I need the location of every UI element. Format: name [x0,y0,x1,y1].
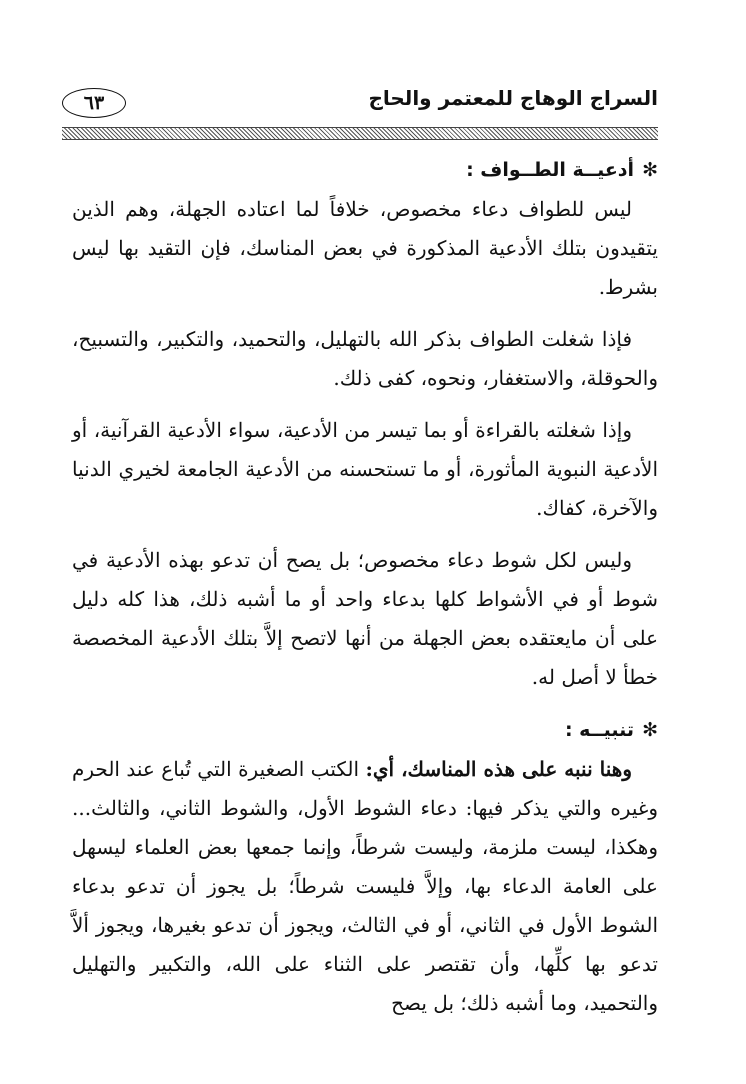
page-number: ٦٣ [62,88,126,118]
paragraph: وإذا شغلته بالقراءة أو بما تيسر من الأدعية، سواء الأدعية القرآنية، أو الأدعية النبوية المأثورة، أو ما تستحسنه من الأدعية الجامعة لخيري الدنيا والآخرة، كفاك. [72,418,658,520]
paragraph: فإذا شغلت الطواف بذكر الله بالتهليل، والتحميد، والتكبير، والتسبيح، والحوقلة، والاستغفار، ونحوه، كفى ذلك. [72,327,658,390]
paragraph-text: الكتب الصغيرة التي تُباع عند الحرم وغيره والتي يذكر فيها: دعاء الشوط الأول، والشوط الثاني، والثالث... وهكذا، ليست ملزمة، وليست شرطاً، وإنما جمعها بعض العلماء ليسهل على العامة الدعاء بها، وإلاَّ فليست شرطاً؛ بل يجوز أن تدعو بدعاء الشوط الأول في الثاني، أو في الثالث، ويجوز أن تدعو بغيرها، ويجوز ألاَّ تدعو بها كلِّها، وأن تقتصر على الثناء على الله، والتكبير والتهليل والتحميد، وما أشبه ذلك؛ بل يصح [72,757,658,1015]
paragraph-notice [72,750,658,1023]
section-heading-notice [72,710,658,750]
page-body [72,150,658,1036]
heading-text: أدعيــة الطــواف : [466,159,635,181]
heading-text: تنبيــه : [564,719,635,741]
running-title: السراج الوهاج للمعتمر والحاج [368,86,658,110]
lead-bold-text: وهنا ننبه على هذه المناسك، أي: [365,757,632,781]
asterisk-icon: ✻ [642,159,658,181]
paragraph: ليس للطواف دعاء مخصوص، خلافاً لما اعتاده الجهلة، وهم الذين يتقيدون بتلك الأدعية المذكورة في بعض المناسك، فإن التقيد بها ليس بشرط. [72,197,658,299]
asterisk-icon: ✻ [642,719,658,741]
page-header [62,82,658,124]
paragraph: وليس لكل شوط دعاء مخصوص؛ بل يصح أن تدعو بهذه الأدعية في شوط أو في الأشواط كلها بدعاء واحد أو ما أشبه ذلك، هذا كله دليل على أن مايعتقده بعض الجهلة من أنها لاتصح إلاَّ بتلك الأدعية المخصصة خطأ لا أصل له. [72,548,658,689]
section-heading-tawaf-duas [72,150,658,190]
header-rule [62,127,658,140]
